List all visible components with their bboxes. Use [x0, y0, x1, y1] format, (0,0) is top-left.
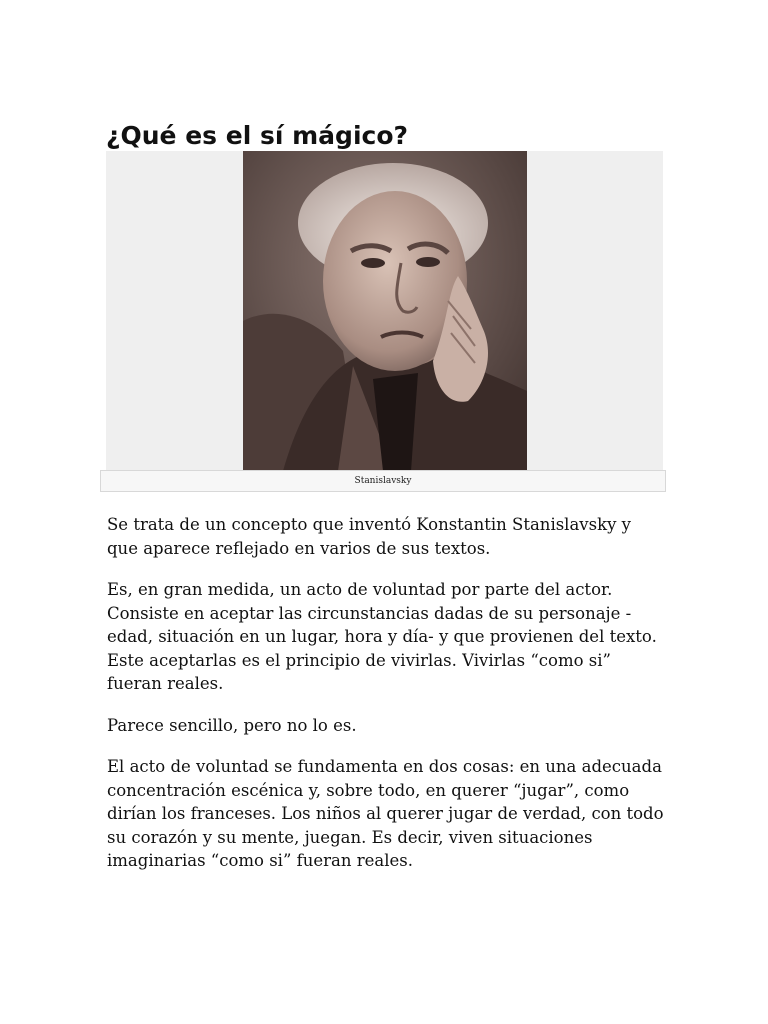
paragraph: Parece sencillo, pero no lo es. [107, 715, 357, 735]
page-title: ¿Qué es el sí mágico? [106, 121, 409, 150]
portrait-photo [243, 151, 527, 471]
image-caption: Stanislavsky [100, 470, 666, 492]
paragraph: Es, en gran medida, un acto de voluntad por parte del actor. Consiste en aceptar las circunstancias dadas de su personaje -edad, situación en un lugar, hora y día- y que provienen del texto. Este aceptarlas es el principio de vivirlas. Vivirlas “como si” fueran reales. [107, 580, 657, 693]
article-body [107, 513, 667, 891]
paragraph: El acto de voluntad se fundamenta en dos cosas: en una adecuada concentración escénica y, sobre todo, en querer “jugar”, como dirían los franceses. Los niños al querer jugar de verdad, con todo su corazón y su mente, juegan. Es decir, viven situaciones imaginarias “como si” fueran reales. [107, 757, 664, 870]
paragraph: Se trata de un concepto que inventó Konstantin Stanislavsky y que aparece reflejado en varios de sus textos. [107, 515, 631, 558]
